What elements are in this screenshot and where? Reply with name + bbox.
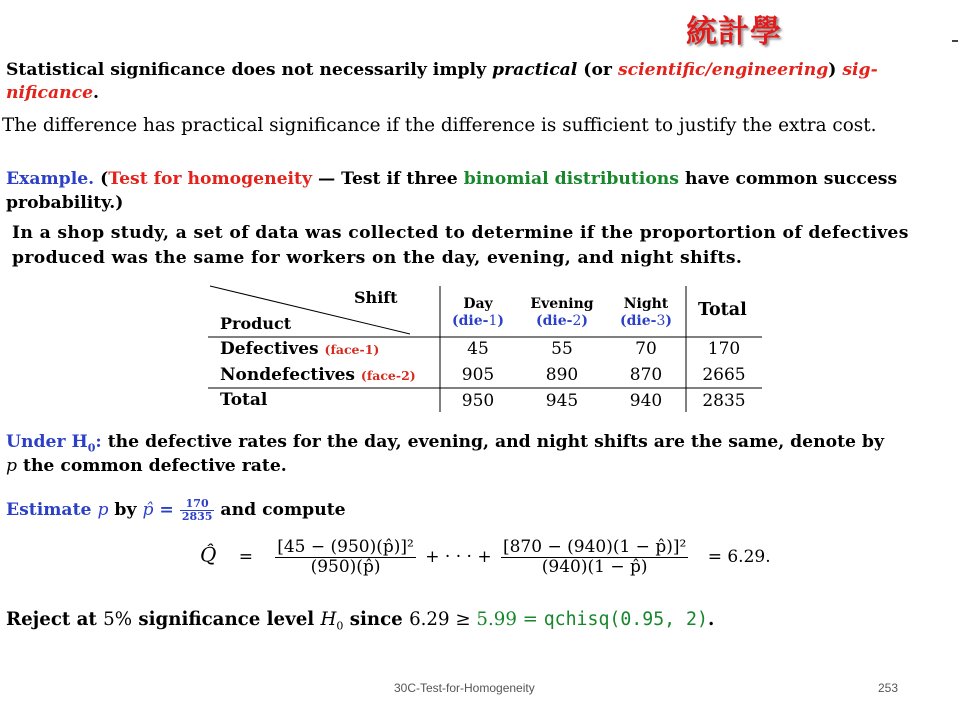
shift-header: Shift (354, 288, 398, 307)
first-term-numerator: [45 − (950)(p̂)]² (277, 537, 414, 557)
practical-significance-paragraph: The difference has practical significance if the difference is sufficient to justify the extra cost. (2, 115, 877, 136)
q-hat: Q̂ (200, 542, 217, 567)
practical-word: practical (492, 60, 578, 80)
col-header-day (438, 296, 518, 330)
five-percent: 5% (103, 609, 133, 630)
face-label: (face-1) (324, 342, 380, 357)
reject-line (6, 608, 714, 639)
q-hat-formula (200, 538, 771, 576)
contingency-table (208, 284, 764, 414)
die-open: (die- (452, 313, 489, 329)
row-label-defectives (220, 339, 379, 359)
significance-paragraph (6, 58, 878, 82)
under-h0-description-2: the common defective rate. (17, 456, 287, 476)
die-open: (die- (536, 313, 573, 329)
example-line2: probability.) (6, 193, 124, 213)
product-header: Product (220, 314, 292, 333)
row-label-total: Total (220, 390, 268, 410)
cell-nondefectives-total: 2665 (702, 365, 746, 385)
die-open: (die- (620, 313, 657, 329)
reject-text: Reject at (6, 609, 104, 630)
cell-total-evening: 945 (545, 391, 579, 411)
cell-defectives-night: 70 (635, 339, 657, 359)
h0-subscript: 0 (87, 441, 96, 455)
fraction-denominator: 2835 (181, 510, 213, 523)
cell-grand-total: 2835 (702, 391, 746, 411)
row-label: Defectives (220, 339, 319, 359)
qchisq-call: qchisq(0.95, 2) (543, 609, 708, 630)
study-line1: In a shop study, a set of data was collected to determine if the proportortion of defectives (12, 223, 909, 243)
period: . (707, 609, 715, 630)
col-header-evening (522, 296, 602, 330)
cell-nondefectives-evening: 890 (545, 365, 579, 385)
significance-word-part2: nificance (6, 83, 94, 103)
para1-text: Statistical significance does not necessarily imply (6, 60, 493, 80)
last-term-fraction (501, 538, 688, 576)
first-term-fraction (275, 538, 416, 576)
under-h0-label (6, 432, 102, 455)
under-h0-text: Under H (6, 432, 88, 452)
colon: : (95, 432, 102, 452)
cell-nondefectives-night: 870 (629, 365, 663, 385)
test-name: Test for homogeneity (108, 169, 312, 189)
die-num: 3 (656, 313, 666, 329)
die-close: ) (665, 313, 672, 329)
example-label: Example. (6, 169, 95, 189)
period: . (93, 83, 100, 103)
cell-defectives-total: 170 (707, 339, 741, 359)
face-label: (face-2) (360, 368, 416, 383)
statistic-value: 6.29 (409, 609, 450, 630)
cell-nondefectives-day: 905 (461, 365, 495, 385)
ellipsis: + · · · + (425, 546, 492, 567)
para1-text-3: ) (828, 60, 843, 80)
h-letter: H (320, 609, 337, 630)
example-text: — Test if three (311, 169, 464, 189)
die-close: ) (497, 313, 504, 329)
geq-symbol: ≥ (449, 609, 477, 630)
row-label: Nondefectives (220, 365, 355, 385)
col-header-night (606, 296, 686, 330)
last-term-numerator: [870 − (940)(1 − p̂)]² (502, 537, 687, 557)
slide-title: 統計學 (686, 14, 782, 50)
example-open: ( (94, 169, 109, 189)
die-num: 1 (488, 313, 498, 329)
equals: = (238, 546, 253, 567)
cell-defectives-evening: 55 (551, 339, 573, 359)
cell-defectives-day: 45 (467, 339, 489, 359)
first-term-denominator: (950)(p̂) (310, 556, 381, 577)
fraction-numerator: 170 (180, 498, 215, 511)
since-word: since (343, 609, 410, 630)
and-compute: and compute (214, 500, 346, 520)
footer-filename: 30C-Test-for-Homogeneity (394, 681, 535, 695)
under-h0-line2 (6, 454, 287, 478)
scientific-engineering-word: scientific/engineering (617, 60, 829, 80)
p-hat: p̂ (142, 500, 154, 520)
para1-text-2: (or (577, 60, 618, 80)
col-name: Day (463, 296, 493, 312)
binomial-distributions: binomial distributions (463, 169, 679, 189)
by-word: by (108, 500, 143, 520)
die-num: 2 (572, 313, 582, 329)
estimate-line (6, 496, 346, 524)
estimate-fraction (180, 498, 215, 523)
h0-symbol (320, 609, 344, 633)
reject-text-2: significance level (132, 609, 321, 630)
cell-total-night: 940 (629, 391, 663, 411)
cell-total-day: 950 (461, 391, 495, 411)
row-label-nondefectives (220, 365, 416, 385)
last-term-denominator: (940)(1 − p̂) (541, 556, 648, 577)
formula-result: = 6.29. (707, 546, 771, 567)
critical-value: 5.99 = (476, 609, 544, 630)
under-h0-description: the defective rates for the day, evening, and night shifts are the same, denote by (101, 432, 884, 452)
corner-mark (952, 40, 958, 42)
page-number: 253 (878, 681, 899, 695)
col-name: Night (623, 296, 669, 312)
col-name: Evening (530, 296, 594, 312)
study-line2: produced was the same for workers on the day, evening, and night shifts. (12, 248, 743, 268)
total-header: Total (698, 300, 747, 320)
significance-paragraph-line2 (6, 81, 99, 105)
p-variable: p (97, 500, 109, 520)
equals: = (153, 500, 180, 520)
significance-word-part1: sig- (842, 60, 878, 80)
example-line1 (6, 167, 897, 191)
p-variable: p (6, 456, 18, 476)
h0-subscript: 0 (336, 619, 344, 633)
example-text-2: have common success (678, 169, 898, 189)
die-close: ) (581, 313, 588, 329)
estimate-label: Estimate (6, 500, 92, 520)
